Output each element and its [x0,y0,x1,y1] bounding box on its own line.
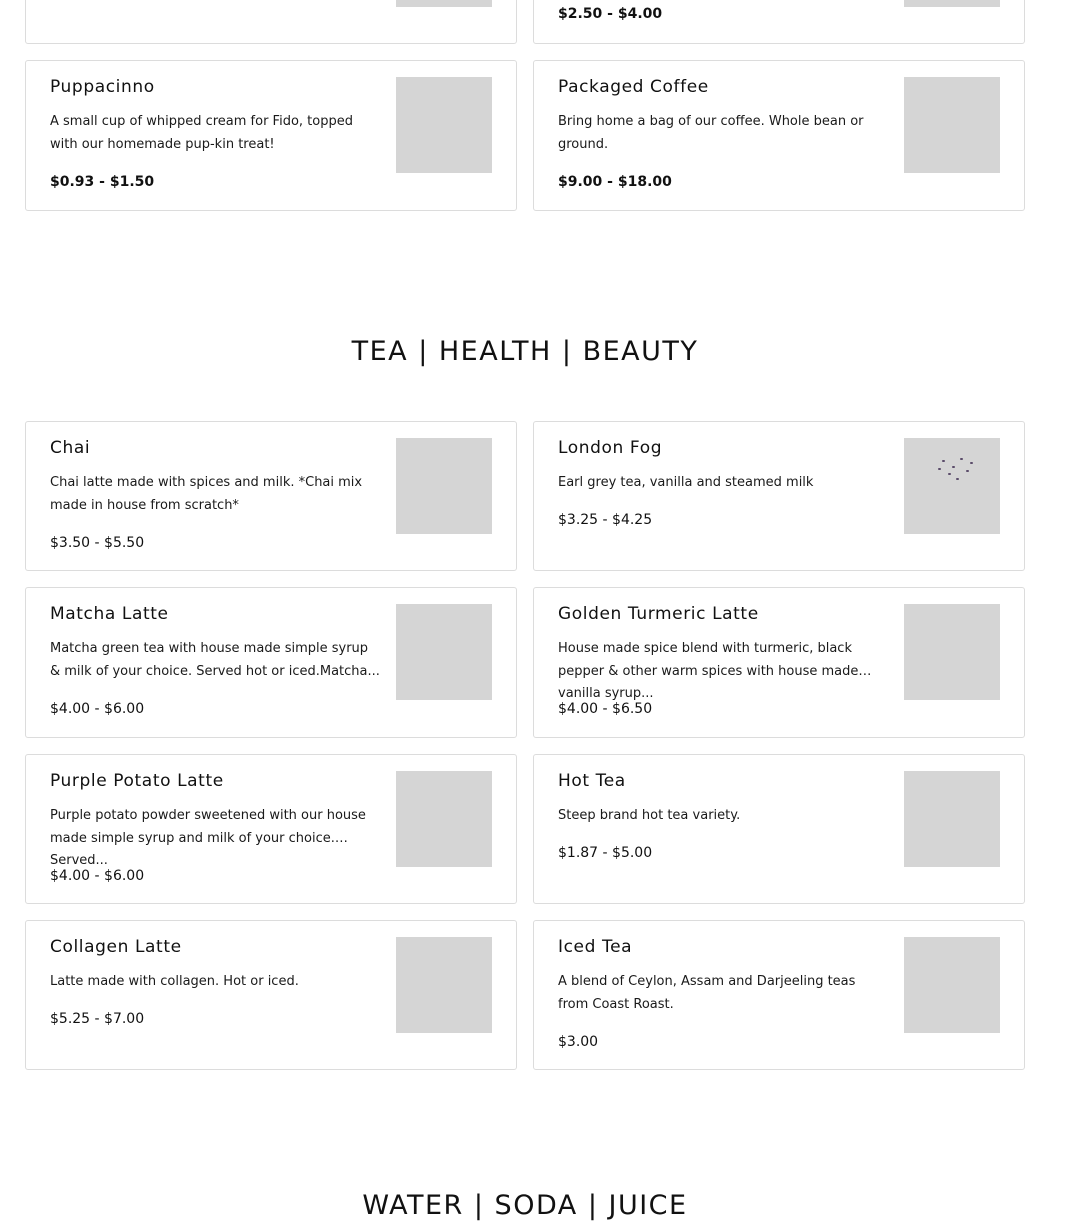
menu-item-price: $3.00 [558,1034,599,1050]
chai-photo [396,438,492,534]
menu-item-image-placeholder [904,0,1000,7]
menu-item-card-hot-tea[interactable] [533,754,1025,904]
menu-item-description: Earl grey tea, vanilla and steamed milk [558,475,814,490]
menu-item-description: Steep brand hot tea variety. [558,808,741,823]
menu-item-name: Collagen Latte [50,937,182,957]
menu-item-name: Purple Potato Latte [50,771,224,791]
menu-item-price: $1.87 - $5.00 [558,845,653,861]
menu-item-image-placeholder [396,0,492,7]
lavender-sprinkle [948,473,951,475]
section-title-water-soda-juice: WATER | SODA | JUICE [362,1190,688,1221]
menu-item-price: $5.25 - $7.00 [50,1011,145,1027]
menu-item-image-placeholder [396,771,492,867]
menu-item-image-placeholder [904,937,1000,1033]
menu-item-description: Bring home a bag of our coffee. Whole bean or ground. [558,114,864,152]
menu-item-card-chai[interactable] [25,421,517,571]
section-title-tea-health-beauty: TEA | HEALTH | BEAUTY [351,336,699,367]
menu-item-price: $4.00 - $6.50 [558,701,653,717]
menu-item-name: London Fog [558,438,663,458]
lavender-sprinkle [970,462,973,464]
lavender-sprinkle [956,478,959,480]
menu-item-image-placeholder [396,937,492,1033]
menu-item-card-matcha-latte[interactable] [25,587,517,738]
menu-item-description: Latte made with collagen. Hot or iced. [50,974,299,989]
menu-item-description: Matcha green tea with house made simple syrup & milk of your choice. Served hot or iced.Matcha... [50,641,380,679]
menu-item-card-packaged-coffee[interactable] [533,60,1025,211]
menu-item-card-london-fog[interactable] [533,421,1025,571]
menu-item-image-placeholder [904,604,1000,700]
menu-item-image-placeholder [904,771,1000,867]
menu-item-price: $3.25 - $4.25 [558,512,653,528]
menu-item-description: Chai latte made with spices and milk. *Chai mix made in house from scratch* [50,475,363,513]
lavender-sprinkle [966,470,969,472]
menu-item-name: Matcha Latte [50,604,169,624]
menu-item-price: $9.00 - $18.00 [558,174,672,190]
menu-item-card-collagen-latte[interactable] [25,920,517,1070]
menu-item-description: A small cup of whipped cream for Fido, topped with our homemade pup-kin treat! [50,114,353,152]
menu-item-card-golden-turmeric-latte[interactable] [533,587,1025,738]
lavender-sprinkle [952,466,955,468]
menu-item-price: $4.00 - $6.00 [50,868,145,884]
menu-item-card[interactable] [25,0,517,44]
menu-item-price: $0.93 - $1.50 [50,174,155,190]
menu-item-description: House made spice blend with turmeric, black pepper & other warm spices with house made vanilla syrup... [558,641,859,701]
menu-item-price: $4.00 - $6.00 [50,701,145,717]
menu-item-image-placeholder [904,77,1000,173]
menu-item-image-placeholder [396,604,492,700]
london-fog-photo [904,438,1000,534]
menu-item-card-iced-tea[interactable] [533,920,1025,1070]
menu-item-name: Packaged Coffee [558,77,709,97]
lavender-sprinkle [960,458,963,460]
menu-item-card-purple-potato-latte[interactable] [25,754,517,904]
menu-item-price: $3.50 - $5.50 [50,535,145,551]
menu-item-name: Iced Tea [558,937,633,957]
menu-item-description: A blend of Ceylon, Assam and Darjeeling teas from Coast Roast. [558,974,856,1012]
menu-item-name: Chai [50,438,91,458]
lavender-sprinkle [942,460,945,462]
menu-item-name: Puppacinno [50,77,155,97]
menu-item-name: Hot Tea [558,771,626,791]
menu-item-card[interactable] [533,0,1025,44]
menu-item-description: Purple potato powder sweetened with our house made simple syrup and milk of your choice. Served... [50,808,366,868]
menu-item-card-puppacinno[interactable] [25,60,517,211]
lavender-sprinkle [938,468,941,470]
menu-item-price: $2.50 - $4.00 [558,6,663,22]
menu-item-name: Golden Turmeric Latte [558,604,759,624]
menu-item-image-placeholder [396,77,492,173]
